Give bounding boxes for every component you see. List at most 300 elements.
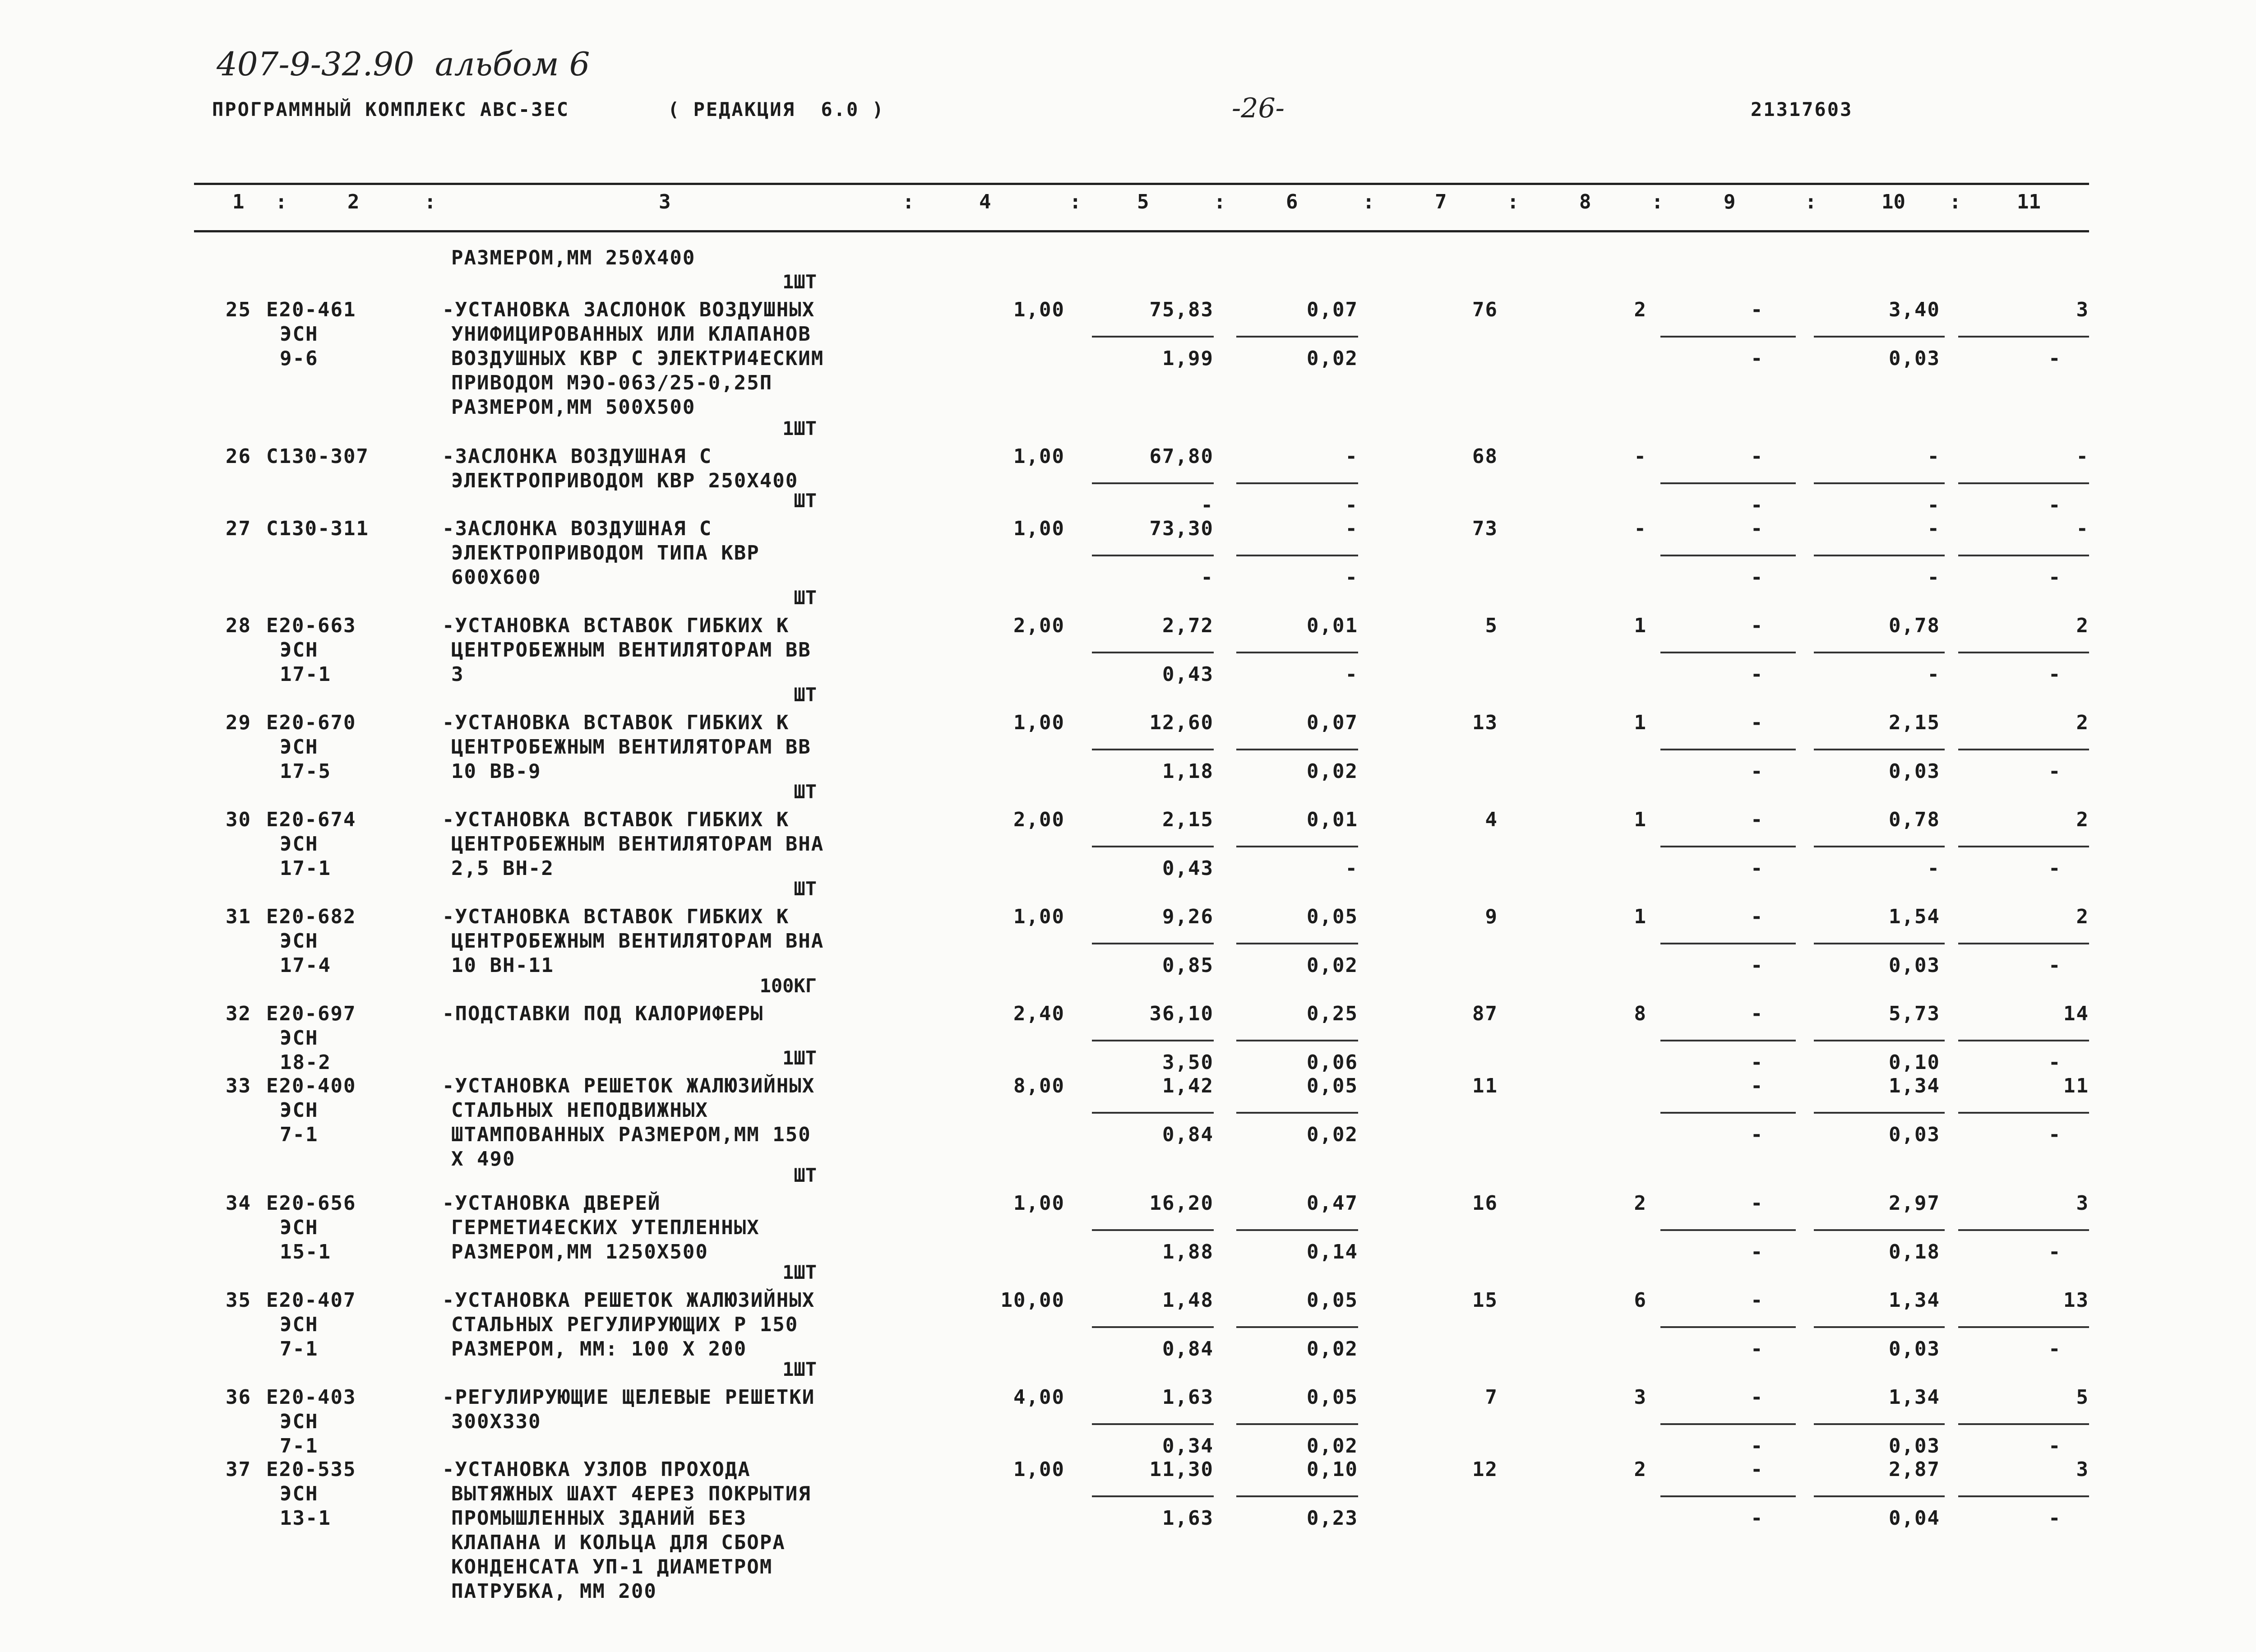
cell-underline <box>1958 1040 2089 1041</box>
col11-bottom: - <box>2048 1435 2062 1458</box>
labor-hours: - <box>1927 445 1940 468</box>
unit-label: 1ШТ <box>782 271 817 293</box>
carry-over-text: РАЗМЕРОМ,ММ 250Х400 <box>451 246 696 269</box>
row-number: 30 <box>226 808 251 831</box>
work-description: ВОЗДУШНЫХ КВР С ЭЛЕКТРИ4ЕСКИМ <box>451 347 824 370</box>
cost-total: 36,10 <box>1149 1002 1214 1025</box>
machine-cost: 0,05 <box>1307 1074 1358 1097</box>
unit-label: 1ШТ <box>782 1261 817 1283</box>
labor-total: - <box>2076 517 2089 540</box>
unit-label: ШТ <box>794 684 817 706</box>
column-header-5: 5 <box>1137 190 1149 213</box>
cell-underline <box>1660 555 1796 556</box>
col9-top: - <box>1751 1192 1764 1215</box>
column-header-7: 7 <box>1435 190 1447 213</box>
col9-bottom: - <box>1751 1240 1764 1263</box>
machine-cost: 0,07 <box>1307 711 1358 734</box>
norm-code: ЭСН <box>280 1482 319 1505</box>
column-header-11: 11 <box>2017 190 2041 213</box>
col11-bottom: - <box>2048 1051 2062 1074</box>
labor-hours: 1,34 <box>1889 1074 1940 1097</box>
table-header-rule <box>194 230 2089 232</box>
labor-machine: 0,04 <box>1889 1507 1940 1530</box>
work-description: -УСТАНОВКА ВСТАВОК ГИБКИХ К <box>442 808 790 831</box>
norm-code: Е20-697 <box>266 1002 356 1025</box>
machine-wages: - <box>1345 494 1358 517</box>
work-description: ЦЕНТРОБЕЖНЫМ ВЕНТИЛЯТОРАМ ВВ <box>451 736 811 759</box>
work-description: -ЗАСЛОНКА ВОЗДУШНАЯ С <box>442 445 712 468</box>
machine-wages: - <box>1345 857 1358 880</box>
labor-hours: - <box>1927 517 1940 540</box>
norm-code: 9-6 <box>280 347 319 370</box>
labor-hours: 1,34 <box>1889 1386 1940 1409</box>
labor-machine: 0,03 <box>1889 1337 1940 1360</box>
norm-code: Е20-535 <box>266 1458 356 1481</box>
cost-wages: 0,43 <box>1162 663 1214 686</box>
cell-underline <box>1236 1423 1358 1425</box>
wages-total: 2 <box>1634 1458 1647 1481</box>
cell-underline <box>1814 749 1945 750</box>
column-header-9: 9 <box>1724 190 1736 213</box>
cell-underline <box>1092 555 1214 556</box>
cell-underline <box>1236 1495 1358 1497</box>
col11-bottom: - <box>2048 1507 2062 1530</box>
cell-underline <box>1958 1326 2089 1328</box>
norm-code: Е20-400 <box>266 1074 356 1097</box>
row-number: 26 <box>226 445 251 468</box>
cell-underline <box>1958 749 2089 750</box>
wages-total: - <box>1634 445 1647 468</box>
cell-underline <box>1660 482 1796 484</box>
labor-total: 2 <box>2076 711 2089 734</box>
col9-bottom: - <box>1751 1435 1764 1458</box>
unit-label: 1ШТ <box>782 1047 817 1069</box>
col9-top: - <box>1751 298 1764 321</box>
machine-wages: 0,02 <box>1307 347 1358 370</box>
cell-underline <box>1660 943 1796 944</box>
cell-underline <box>1236 336 1358 338</box>
cell-underline <box>1814 555 1945 556</box>
machine-wages: 0,02 <box>1307 1123 1358 1146</box>
row-number: 28 <box>226 614 251 637</box>
cell-underline <box>1236 749 1358 750</box>
quantity: 1,00 <box>1013 445 1065 468</box>
work-description: -УСТАНОВКА ВСТАВОК ГИБКИХ К <box>442 905 790 928</box>
work-description: РАЗМЕРОМ,ММ 500Х500 <box>451 396 696 419</box>
machine-wages: - <box>1345 566 1358 589</box>
work-description: -УСТАНОВКА РЕШЕТОК ЖАЛЮЗИЙНЫХ <box>442 1289 815 1312</box>
machine-cost: 0,01 <box>1307 614 1358 637</box>
norm-code: ЭСН <box>280 1410 319 1433</box>
col9-bottom: - <box>1751 1337 1764 1360</box>
cell-underline <box>1814 482 1945 484</box>
col9-top: - <box>1751 1386 1764 1409</box>
cell-underline <box>1814 1229 1945 1231</box>
cost-total: 73,30 <box>1149 517 1214 540</box>
work-description: -УСТАНОВКА ЗАСЛОНОК ВОЗДУШНЫХ <box>442 298 815 321</box>
norm-code: 13-1 <box>280 1507 331 1530</box>
total-cost: 16 <box>1472 1192 1498 1215</box>
row-number: 29 <box>226 711 251 734</box>
labor-total: 14 <box>2063 1002 2089 1025</box>
column-separator: : <box>1507 190 1519 213</box>
col11-bottom: - <box>2048 663 2062 686</box>
total-cost: 68 <box>1472 445 1498 468</box>
quantity: 1,00 <box>1013 517 1065 540</box>
work-description: ЭЛЕКТРОПРИВОДОМ ТИПА КВР <box>451 541 760 565</box>
labor-total: 3 <box>2076 1192 2089 1215</box>
total-cost: 13 <box>1472 711 1498 734</box>
machine-cost: 0,05 <box>1307 1386 1358 1409</box>
cell-underline <box>1814 652 1945 653</box>
row-number: 27 <box>226 517 251 540</box>
wages-total: 2 <box>1634 1192 1647 1215</box>
col9-top: - <box>1751 1458 1764 1481</box>
labor-hours: 2,15 <box>1889 711 1940 734</box>
cell-underline <box>1236 1112 1358 1114</box>
labor-hours: 3,40 <box>1889 298 1940 321</box>
handwritten-reference: 407-9-32.90 альбом 6 <box>217 45 590 83</box>
quantity: 1,00 <box>1013 298 1065 321</box>
total-cost: 4 <box>1485 808 1498 831</box>
work-description: 300Х330 <box>451 1410 541 1433</box>
work-description: 3 <box>451 663 464 686</box>
row-number: 31 <box>226 905 251 928</box>
cell-underline <box>1236 652 1358 653</box>
wages-total: 2 <box>1634 298 1647 321</box>
norm-code: ЭСН <box>280 1099 319 1122</box>
labor-hours: 0,78 <box>1889 614 1940 637</box>
work-description: КЛАПАНА И КОЛЬЦА ДЛЯ СБОРА <box>451 1531 786 1554</box>
norm-code: ЭСН <box>280 1027 319 1050</box>
machine-wages: 0,02 <box>1307 954 1358 977</box>
cell-underline <box>1236 1229 1358 1231</box>
total-cost: 76 <box>1472 298 1498 321</box>
norm-code: 17-1 <box>280 857 331 880</box>
norm-code: Е20-682 <box>266 905 356 928</box>
norm-code: 7-1 <box>280 1337 319 1360</box>
cell-underline <box>1236 1326 1358 1328</box>
cell-underline <box>1092 1495 1214 1497</box>
quantity: 1,00 <box>1013 905 1065 928</box>
machine-cost: 0,05 <box>1307 905 1358 928</box>
cost-wages: 1,99 <box>1162 347 1214 370</box>
col9-top: - <box>1751 905 1764 928</box>
column-separator: : <box>1214 190 1226 213</box>
machine-wages: 0,23 <box>1307 1507 1358 1530</box>
labor-machine: 0,03 <box>1889 1123 1940 1146</box>
col9-top: - <box>1751 1289 1764 1312</box>
cost-wages: 1,18 <box>1162 760 1214 783</box>
cell-underline <box>1092 482 1214 484</box>
machine-cost: - <box>1345 517 1358 540</box>
work-description: ЦЕНТРОБЕЖНЫМ ВЕНТИЛЯТОРАМ ВНА <box>451 930 824 953</box>
column-header-8: 8 <box>1579 190 1591 213</box>
quantity: 1,00 <box>1013 711 1065 734</box>
cell-underline <box>1814 1423 1945 1425</box>
col9-top: - <box>1751 1074 1764 1097</box>
cell-underline <box>1236 482 1358 484</box>
machine-cost: - <box>1345 445 1358 468</box>
work-description: -РЕГУЛИРУЮЩИЕ ЩЕЛЕВЫЕ РЕШЕТКИ <box>442 1386 815 1409</box>
labor-total: 3 <box>2076 298 2089 321</box>
work-description: 2,5 ВН-2 <box>451 857 554 880</box>
unit-label: ШТ <box>794 781 817 803</box>
work-description: -УСТАНОВКА РЕШЕТОК ЖАЛЮЗИЙНЫХ <box>442 1074 815 1097</box>
cost-wages: 0,43 <box>1162 857 1214 880</box>
col9-bottom: - <box>1751 954 1764 977</box>
machine-wages: - <box>1345 663 1358 686</box>
cost-wages: 0,34 <box>1162 1435 1214 1458</box>
total-cost: 5 <box>1485 614 1498 637</box>
cell-underline <box>1814 1112 1945 1114</box>
cell-underline <box>1660 1229 1796 1231</box>
work-description: Х 490 <box>451 1148 516 1171</box>
cost-wages: 0,84 <box>1162 1123 1214 1146</box>
work-description: ПАТРУБКА, ММ 200 <box>451 1580 657 1603</box>
column-separator: : <box>1949 190 1961 213</box>
cost-total: 11,30 <box>1149 1458 1214 1481</box>
cost-total: 9,26 <box>1162 905 1214 928</box>
norm-code: Е20-461 <box>266 298 356 321</box>
labor-total: 3 <box>2076 1458 2089 1481</box>
cost-wages: 0,84 <box>1162 1337 1214 1360</box>
labor-machine: - <box>1927 857 1940 880</box>
norm-code: Е20-674 <box>266 808 356 831</box>
quantity: 8,00 <box>1013 1074 1065 1097</box>
labor-machine: 0,03 <box>1889 1435 1940 1458</box>
cell-underline <box>1660 1423 1796 1425</box>
machine-cost: 0,07 <box>1307 298 1358 321</box>
cell-underline <box>1958 482 2089 484</box>
col11-bottom: - <box>2048 494 2062 517</box>
col9-bottom: - <box>1751 1123 1764 1146</box>
work-description: -УСТАНОВКА ДВЕРЕЙ <box>442 1192 661 1215</box>
norm-code: ЭСН <box>280 930 319 953</box>
labor-total: 11 <box>2063 1074 2089 1097</box>
cost-total: 1,63 <box>1162 1386 1214 1409</box>
row-number: 32 <box>226 1002 251 1025</box>
labor-machine: 0,03 <box>1889 347 1940 370</box>
norm-code: ЭСН <box>280 323 319 346</box>
column-separator: : <box>1363 190 1375 213</box>
cell-underline <box>1814 1040 1945 1041</box>
work-description: КОНДЕНСАТА УП-1 ДИАМЕТРОМ <box>451 1555 773 1578</box>
total-cost: 7 <box>1485 1386 1498 1409</box>
col9-bottom: - <box>1751 566 1764 589</box>
cell-underline <box>1092 1040 1214 1041</box>
norm-code: 17-5 <box>280 760 331 783</box>
cell-underline <box>1958 943 2089 944</box>
cell-underline <box>1092 1112 1214 1114</box>
col9-top: - <box>1751 614 1764 637</box>
cost-total: 16,20 <box>1149 1192 1214 1215</box>
work-description: -ПОДСТАВКИ ПОД КАЛОРИФЕРЫ <box>442 1002 764 1025</box>
column-separator: : <box>1805 190 1817 213</box>
norm-code: 17-4 <box>280 954 331 977</box>
page-number: -26- <box>1232 93 1285 124</box>
unit-label: 1ШТ <box>782 417 817 440</box>
work-description: ВЫТЯЖНЫХ ШАХТ 4ЕРЕЗ ПОКРЫТИЯ <box>451 1482 811 1505</box>
labor-machine: 0,03 <box>1889 954 1940 977</box>
machine-wages: 0,06 <box>1307 1051 1358 1074</box>
cost-total: 12,60 <box>1149 711 1214 734</box>
work-description: ПРОМЫШЛЕННЫХ ЗДАНИЙ БЕЗ <box>451 1507 747 1530</box>
col11-bottom: - <box>2048 954 2062 977</box>
norm-code: 17-1 <box>280 663 331 686</box>
col9-bottom: - <box>1751 1051 1764 1074</box>
norm-code: 18-2 <box>280 1051 331 1074</box>
unit-label: ШТ <box>794 587 817 609</box>
wages-total: 1 <box>1634 808 1647 831</box>
total-cost: 11 <box>1472 1074 1498 1097</box>
norm-code: ЭСН <box>280 1216 319 1239</box>
norm-code: Е20-663 <box>266 614 356 637</box>
column-separator: : <box>902 190 915 213</box>
cost-wages: - <box>1201 494 1214 517</box>
col9-top: - <box>1751 711 1764 734</box>
cell-underline <box>1814 943 1945 944</box>
work-description: УНИФИЦИРОВАННЫХ ИЛИ КЛАПАНОВ <box>451 323 811 346</box>
work-description: 10 ВВ-9 <box>451 760 541 783</box>
col11-bottom: - <box>2048 1240 2062 1263</box>
col9-bottom: - <box>1751 1507 1764 1530</box>
wages-total: 3 <box>1634 1386 1647 1409</box>
work-description: -УСТАНОВКА ВСТАВОК ГИБКИХ К <box>442 711 790 734</box>
quantity: 2,00 <box>1013 614 1065 637</box>
unit-label: ШТ <box>794 1164 817 1186</box>
col11-bottom: - <box>2048 1123 2062 1146</box>
cell-underline <box>1958 1229 2089 1231</box>
cell-underline <box>1660 1112 1796 1114</box>
machine-wages: 0,02 <box>1307 1337 1358 1360</box>
cost-total: 2,72 <box>1162 614 1214 637</box>
machine-wages: 0,02 <box>1307 760 1358 783</box>
wages-total: 1 <box>1634 711 1647 734</box>
work-description: ГЕРМЕТИ4ЕСКИХ УТЕПЛЕННЫХ <box>451 1216 760 1239</box>
cost-total: 67,80 <box>1149 445 1214 468</box>
norm-code: С130-307 <box>266 445 369 468</box>
work-description: ШТАМПОВАННЫХ РАЗМЕРОМ,ММ 150 <box>451 1123 811 1146</box>
col9-bottom: - <box>1751 663 1764 686</box>
cost-wages: - <box>1201 566 1214 589</box>
norm-code: Е20-407 <box>266 1289 356 1312</box>
norm-code: 7-1 <box>280 1123 319 1146</box>
cell-underline <box>1092 943 1214 944</box>
machine-wages: 0,14 <box>1307 1240 1358 1263</box>
total-cost: 15 <box>1472 1289 1498 1312</box>
cell-underline <box>1660 1326 1796 1328</box>
edition-label: ( РЕДАКЦИЯ 6.0 ) <box>668 98 885 120</box>
cost-total: 1,48 <box>1162 1289 1214 1312</box>
cell-underline <box>1660 652 1796 653</box>
cell-underline <box>1958 1112 2089 1114</box>
labor-hours: 5,73 <box>1889 1002 1940 1025</box>
cell-underline <box>1236 943 1358 944</box>
cell-underline <box>1958 846 2089 847</box>
norm-code: ЭСН <box>280 1313 319 1336</box>
machine-cost: 0,47 <box>1307 1192 1358 1215</box>
labor-hours: 1,34 <box>1889 1289 1940 1312</box>
cell-underline <box>1092 1423 1214 1425</box>
labor-total: 2 <box>2076 905 2089 928</box>
work-description: -УСТАНОВКА УЗЛОВ ПРОХОДА <box>442 1458 751 1481</box>
row-number: 34 <box>226 1192 251 1215</box>
cost-wages: 1,63 <box>1162 1507 1214 1530</box>
norm-code: ЭСН <box>280 833 319 856</box>
quantity: 2,00 <box>1013 808 1065 831</box>
cell-underline <box>1814 1495 1945 1497</box>
row-number: 37 <box>226 1458 251 1481</box>
machine-cost: 0,25 <box>1307 1002 1358 1025</box>
cost-wages: 1,88 <box>1162 1240 1214 1263</box>
labor-machine: 0,18 <box>1889 1240 1940 1263</box>
work-description: ПРИВОДОМ МЭО-063/25-0,25П <box>451 371 773 394</box>
quantity: 10,00 <box>1000 1289 1065 1312</box>
norm-code: Е20-656 <box>266 1192 356 1215</box>
wages-total: - <box>1634 517 1647 540</box>
cost-total: 2,15 <box>1162 808 1214 831</box>
labor-hours: 2,97 <box>1889 1192 1940 1215</box>
cost-wages: 3,50 <box>1162 1051 1214 1074</box>
norm-code: С130-311 <box>266 517 369 540</box>
cell-underline <box>1958 555 2089 556</box>
work-description: СТАЛЬНЫХ РЕГУЛИРУЮЩИХ Р 150 <box>451 1313 799 1336</box>
work-description: ЦЕНТРОБЕЖНЫМ ВЕНТИЛЯТОРАМ ВВ <box>451 639 811 662</box>
norm-code: 15-1 <box>280 1240 331 1263</box>
cell-underline <box>1814 1326 1945 1328</box>
norm-code: ЭСН <box>280 639 319 662</box>
quantity: 2,40 <box>1013 1002 1065 1025</box>
quantity: 4,00 <box>1013 1386 1065 1409</box>
row-number: 33 <box>226 1074 251 1097</box>
col9-bottom: - <box>1751 347 1764 370</box>
column-separator: : <box>1069 190 1082 213</box>
labor-machine: - <box>1927 494 1940 517</box>
work-description: -УСТАНОВКА ВСТАВОК ГИБКИХ К <box>442 614 790 637</box>
labor-total: 13 <box>2063 1289 2089 1312</box>
column-separator: : <box>1651 190 1664 213</box>
cell-underline <box>1814 846 1945 847</box>
norm-code: ЭСН <box>280 736 319 759</box>
cell-underline <box>1660 336 1796 338</box>
quantity: 1,00 <box>1013 1192 1065 1215</box>
wages-total: 6 <box>1634 1289 1647 1312</box>
machine-cost: 0,05 <box>1307 1289 1358 1312</box>
col9-top: - <box>1751 808 1764 831</box>
cell-underline <box>1958 1495 2089 1497</box>
machine-cost: 0,10 <box>1307 1458 1358 1481</box>
column-header-4: 4 <box>979 190 991 213</box>
labor-machine: 0,03 <box>1889 760 1940 783</box>
work-description: 10 ВН-11 <box>451 954 554 977</box>
wages-total: 1 <box>1634 905 1647 928</box>
column-header-6: 6 <box>1286 190 1298 213</box>
unit-label: 1ШТ <box>782 1358 817 1380</box>
col9-bottom: - <box>1751 494 1764 517</box>
row-number: 25 <box>226 298 251 321</box>
cell-underline <box>1958 652 2089 653</box>
col11-bottom: - <box>2048 566 2062 589</box>
col9-top: - <box>1751 517 1764 540</box>
machine-wages: 0,02 <box>1307 1435 1358 1458</box>
cost-total: 1,42 <box>1162 1074 1214 1097</box>
cell-underline <box>1092 749 1214 750</box>
column-header-3: 3 <box>659 190 671 213</box>
col9-bottom: - <box>1751 760 1764 783</box>
cell-underline <box>1092 652 1214 653</box>
column-separator: : <box>424 190 436 213</box>
